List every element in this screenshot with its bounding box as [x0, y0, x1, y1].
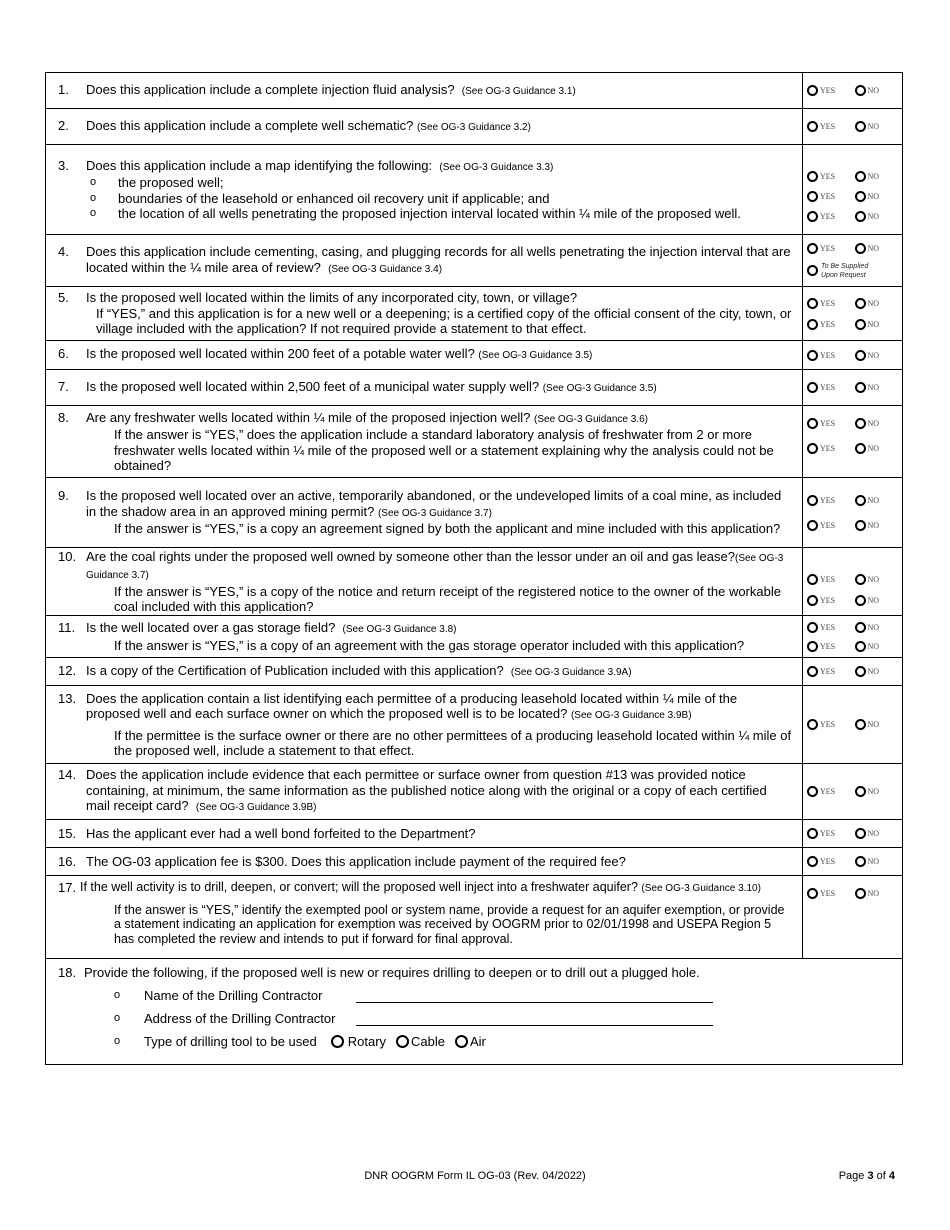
tool-option-rotary[interactable]: Rotary [331, 1034, 386, 1049]
question-row-15 [46, 820, 902, 848]
no-radio[interactable] [855, 418, 866, 429]
question-number: 8. [58, 409, 69, 425]
answer-pair [807, 518, 902, 532]
question-number: 14. [58, 767, 77, 783]
yes-radio[interactable] [807, 382, 818, 393]
question-row-12 [46, 658, 902, 686]
answer-cell [803, 848, 902, 875]
question-text: Is a copy of the Certification of Publication included with this application? [86, 662, 504, 678]
answer-cell [803, 235, 902, 286]
yes-label: YES [820, 212, 836, 221]
guidance-ref: (See OG-3 Guidance 3.7) [377, 507, 492, 519]
cable-radio[interactable] [396, 1035, 409, 1048]
question-cell [46, 287, 803, 340]
answer-pair [807, 886, 902, 900]
yes-label: YES [820, 622, 836, 632]
question-cell [46, 764, 803, 819]
question-number: 1. [58, 81, 69, 97]
no-label: NO [867, 86, 880, 95]
no-radio[interactable] [855, 443, 866, 454]
no-label: NO [867, 829, 880, 838]
answer-cell [803, 764, 902, 819]
guidance-ref: (See OG-3 Guidance 3.6) [534, 413, 648, 425]
no-label: NO [867, 418, 880, 428]
yes-radio[interactable] [807, 574, 818, 585]
question-text: Does this application include a complete injection fluid analysis? [86, 81, 455, 97]
question-cell [46, 109, 803, 144]
no-label: NO [867, 520, 880, 530]
yes-label: YES [820, 86, 836, 95]
answer-pair [807, 718, 902, 732]
contractor-address-field[interactable] [356, 1011, 713, 1026]
answer-pair [807, 855, 902, 869]
yes-radio[interactable] [807, 85, 818, 96]
no-label: NO [867, 888, 880, 898]
yes-radio[interactable] [807, 786, 818, 797]
answer-cell [803, 478, 902, 547]
answer-cell [803, 109, 902, 144]
yes-label: YES [820, 595, 836, 605]
yes-label: YES [820, 787, 836, 796]
answer-cell [803, 73, 902, 108]
guidance-ref: (See OG-3 Guidance 3.7) [86, 552, 784, 581]
yes-radio[interactable] [807, 641, 818, 652]
answer-cell [803, 658, 902, 685]
application-checklist-form [45, 72, 903, 1065]
answer-pair [807, 190, 902, 204]
question-number: 10. [58, 548, 77, 564]
question-number: 3. [58, 157, 69, 173]
yes-label: YES [820, 641, 836, 651]
no-radio[interactable] [855, 828, 866, 839]
question-number: 12. [58, 662, 77, 678]
yes-label: YES [820, 192, 836, 201]
tool-option-air[interactable]: Air [455, 1034, 486, 1049]
follow-up-text: If the permittee is the surface owner or there are no other permittees of a producing leasehold located within ¼ mile of the proposed well, include a statement to that effect. [114, 727, 792, 758]
yes-label: YES [820, 418, 836, 428]
answer-pair [807, 827, 902, 841]
answer-cell [803, 820, 902, 847]
no-radio[interactable] [855, 495, 866, 506]
map-item: o the proposed well; [90, 175, 224, 190]
no-radio[interactable] [855, 574, 866, 585]
yes-radio[interactable] [807, 595, 818, 606]
yes-label: YES [820, 383, 836, 392]
question-text: Does this application include a complete well schematic? [86, 117, 414, 133]
guidance-ref: (See OG-3 Guidance 3.3) [439, 161, 554, 173]
no-label: NO [867, 244, 880, 253]
question-row-16 [46, 848, 902, 876]
question-row-7 [46, 370, 902, 406]
yes-radio[interactable] [807, 191, 818, 202]
yes-radio[interactable] [807, 666, 818, 677]
question-text: Are any freshwater wells located within ¼ mile of the proposed injection well? [86, 409, 531, 425]
question-cell [46, 341, 803, 369]
yes-radio[interactable] [807, 350, 818, 361]
answer-pair [807, 593, 902, 607]
guidance-ref: (See OG-3 Guidance 3.5) [542, 382, 657, 394]
question-number: 11. [58, 620, 76, 635]
question-number: 15. [58, 825, 77, 841]
answer-pair [807, 493, 902, 507]
answer-cell [803, 548, 902, 615]
question-row-14 [46, 764, 902, 820]
yes-radio[interactable] [807, 243, 818, 254]
page-number: Page 3 of 4 [838, 1170, 895, 1182]
yes-radio[interactable] [807, 495, 818, 506]
answer-cell [803, 370, 902, 405]
question-cell [46, 548, 803, 615]
tool-option-cable[interactable]: Cable [396, 1034, 445, 1049]
no-radio[interactable] [855, 786, 866, 797]
question-row-8 [46, 406, 902, 478]
no-label: NO [867, 720, 880, 729]
question-row-2 [46, 109, 902, 145]
no-radio[interactable] [855, 382, 866, 393]
question-text: Are the coal rights under the proposed well owned by someone other than the lessor under an oil and gas lease? [86, 548, 735, 564]
yes-label: YES [820, 857, 836, 866]
follow-up-text: If the answer is “YES,” does the application include a standard laboratory analysis of freshwater from 2 or more freshwater wells located within ¼ mile of the proposed well or a statement explaining why the analysis could not be obtained? [114, 427, 774, 473]
answer-pair [807, 381, 902, 395]
question-text: Does the application include evidence that each permittee or surface owner from question #13 was provided notice containing, at minimum, the same information as the published notice along with the original or a copy of each certified mail receipt card? [86, 767, 767, 814]
question-cell [46, 73, 803, 108]
question-text: Is the proposed well located over an active, temporarily abandoned, or the undeveloped limits of a coal mine, as included in the shadow area in an approved mining permit? [86, 488, 782, 519]
question-text: Is the proposed well located within 2,500 feet of a municipal water supply well? [86, 378, 540, 394]
question-text: If the well activity is to drill, deepen, or convert; will the proposed well inject into a freshwater aquifer? [80, 880, 638, 894]
drilling-section [46, 959, 902, 1064]
answer-pair [807, 348, 902, 362]
question-number: 13. [58, 690, 77, 706]
answer-pair [807, 296, 902, 310]
guidance-ref: (See OG-3 Guidance 3.9B) [195, 802, 317, 814]
answer-cell [803, 616, 902, 657]
answer-pair [807, 84, 902, 98]
question-cell [46, 658, 803, 685]
question-row-9 [46, 478, 902, 548]
yes-radio[interactable] [807, 622, 818, 633]
yes-radio[interactable] [807, 121, 818, 132]
question-row-5 [46, 287, 902, 341]
answer-cell [803, 406, 902, 477]
yes-label: YES [820, 888, 836, 898]
no-label: NO [867, 857, 880, 866]
yes-radio[interactable] [807, 171, 818, 182]
question-number: 18. [58, 965, 77, 980]
guidance-ref: (See OG-3 Guidance 3.8) [342, 624, 457, 635]
question-cell [46, 406, 803, 477]
no-radio[interactable] [855, 121, 866, 132]
follow-up-text: If the answer is “YES,” is a copy an agreement signed by both the applicant and mine included with this application? [114, 521, 781, 537]
no-label: NO [867, 787, 880, 796]
drilling-tool-row: o Type of drilling tool to be used Rotary Cable Air [114, 1034, 486, 1049]
supplied-radio[interactable] [807, 265, 818, 276]
answer-pair [807, 620, 902, 634]
no-label: NO [867, 350, 880, 360]
no-radio[interactable] [855, 85, 866, 96]
question-row-17 [46, 876, 902, 959]
no-label: NO [867, 622, 880, 632]
no-label: NO [867, 383, 880, 392]
question-row-6 [46, 341, 902, 370]
question-cell [46, 616, 803, 657]
air-radio[interactable] [455, 1035, 468, 1048]
yes-label: YES [820, 574, 836, 584]
contractor-address-row: o Address of the Drilling Contractor [58, 1011, 890, 1026]
question-text: Does this application include a map identifying the following: [86, 157, 433, 173]
no-radio[interactable] [855, 888, 866, 899]
question-text: Provide the following, if the proposed well is new or requires drilling to deepen or to drill out a plugged hole. [84, 965, 700, 980]
supplied-label: To Be Supplied Upon Request [821, 262, 869, 279]
question-number: 2. [58, 117, 69, 133]
contractor-name-row: o Name of the Drilling Contractor [58, 988, 890, 1003]
follow-up-text: If “YES,” and this application is for a new well or a deepening; is a certified copy of the official consent of the city, town, or village included with the application? If not required provide a statement to that effect. [96, 305, 792, 337]
question-cell [46, 370, 803, 405]
question-row-13 [46, 686, 902, 764]
guidance-ref: (See OG-3 Guidance 3.4) [328, 263, 443, 275]
yes-label: YES [820, 495, 836, 505]
yes-radio[interactable] [807, 856, 818, 867]
no-radio[interactable] [855, 520, 866, 531]
guidance-ref: (See OG-3 Guidance 3.9B) [570, 710, 692, 721]
map-item: o boundaries of the leasehold or enhanced oil recovery unit if applicable; and [90, 190, 550, 206]
follow-up-text: If the answer is “YES,” is a copy of the notice and return receipt of the registered notice to the owner of the workable coal included with this application? [114, 583, 781, 614]
no-label: NO [867, 298, 880, 308]
yes-label: YES [820, 829, 836, 838]
yes-label: YES [820, 350, 836, 360]
no-label: NO [867, 667, 880, 676]
follow-up-text: If the answer is “YES,” identify the exempted pool or system name, provide a request for an aquifer exemption, or provide a statement indicating an application for exemption was received by OOGRM prior to 02/01/1998 and USEPA Region 5 has completed the review and intends to put if forward for final approval. [114, 902, 785, 946]
question-row-10 [46, 548, 902, 616]
yes-label: YES [820, 520, 836, 530]
no-radio[interactable] [855, 595, 866, 606]
no-radio[interactable] [855, 350, 866, 361]
question-text: Is the proposed well located within the limits of any incorporated city, town, or village? [86, 290, 578, 306]
no-radio[interactable] [855, 298, 866, 309]
question-row-18 [46, 959, 902, 1064]
no-radio[interactable] [855, 171, 866, 182]
answer-pair [807, 120, 902, 134]
question-number: 5. [58, 290, 69, 306]
answer-pair [807, 317, 902, 331]
answer-pair [807, 441, 902, 455]
yes-radio[interactable] [807, 520, 818, 531]
question-text: Is the proposed well located within 200 feet of a potable water well? [86, 346, 475, 362]
answer-pair [807, 639, 902, 653]
question-number: 16. [58, 853, 77, 869]
question-text: Is the well located over a gas storage field? [86, 620, 336, 635]
no-label: NO [867, 595, 880, 605]
answer-pair [807, 665, 902, 679]
question-cell [46, 686, 803, 763]
question-row-11 [46, 616, 902, 658]
contractor-name-field[interactable] [356, 988, 713, 1003]
answer-pair [807, 572, 902, 586]
yes-radio[interactable] [807, 211, 818, 222]
guidance-ref: (See OG-3 Guidance 3.9A) [510, 666, 632, 678]
question-text: Has the applicant ever had a well bond forfeited to the Department? [86, 825, 476, 841]
question-number: 7. [58, 378, 69, 394]
question-row-1 [46, 73, 902, 109]
question-text: Does this application include cementing, casing, and plugging records for all wells penetrating the injection interval that are located within the ¼ mile area of review? [86, 244, 791, 275]
answer-pair [807, 242, 902, 256]
yes-radio[interactable] [807, 719, 818, 730]
supplied-option [807, 262, 902, 280]
no-label: NO [867, 122, 880, 131]
yes-radio[interactable] [807, 828, 818, 839]
question-cell [46, 235, 803, 286]
no-radio[interactable] [855, 641, 866, 652]
answer-cell [803, 686, 902, 763]
question-cell [46, 478, 803, 547]
yes-label: YES [820, 319, 836, 329]
yes-label: YES [820, 443, 836, 453]
question-number: 6. [58, 346, 69, 362]
question-cell [46, 145, 803, 234]
answer-pair [807, 416, 902, 430]
question-number: 9. [58, 488, 69, 504]
yes-label: YES [820, 172, 836, 181]
answer-cell [803, 287, 902, 340]
form-identifier: DNR OOGRM Form IL OG-03 (Rev. 04/2022) [364, 1170, 586, 1182]
no-label: NO [867, 172, 880, 181]
answer-cell [803, 145, 902, 234]
map-item: o the location of all wells penetrating the proposed injection interval located within ¼ mile of the proposed well. [90, 206, 741, 221]
answer-cell [803, 341, 902, 369]
answer-cell [803, 876, 902, 958]
yes-radio[interactable] [807, 298, 818, 309]
no-radio[interactable] [855, 622, 866, 633]
yes-label: YES [820, 667, 836, 676]
no-radio[interactable] [855, 243, 866, 254]
no-label: NO [867, 641, 880, 651]
contractor-name-label: Name of the Drilling Contractor [144, 988, 323, 1003]
guidance-ref: (See OG-3 Guidance 3.2) [416, 121, 531, 133]
question-row-3 [46, 145, 902, 235]
answer-pair [807, 210, 902, 224]
no-radio[interactable] [855, 191, 866, 202]
no-label: NO [867, 574, 880, 584]
guidance-ref: (See OG-3 Guidance 3.1) [461, 85, 576, 97]
no-radio[interactable] [855, 856, 866, 867]
no-radio[interactable] [855, 319, 866, 330]
no-label: NO [867, 443, 880, 453]
no-label: NO [867, 212, 880, 221]
answer-pair [807, 785, 902, 799]
yes-radio[interactable] [807, 319, 818, 330]
guidance-ref: (See OG-3 Guidance 3.10) [641, 883, 761, 894]
yes-radio[interactable] [807, 443, 818, 454]
question-text: The OG-03 application fee is $300. Does this application include payment of the required fee? [86, 853, 626, 869]
contractor-address-label: Address of the Drilling Contractor [144, 1011, 336, 1026]
question-number: 4. [58, 244, 69, 259]
guidance-ref: (See OG-3 Guidance 3.5) [478, 350, 593, 362]
question-cell [46, 876, 803, 958]
yes-label: YES [820, 122, 836, 131]
yes-label: YES [820, 244, 836, 253]
no-radio[interactable] [855, 666, 866, 677]
no-label: NO [867, 495, 880, 505]
yes-radio[interactable] [807, 418, 818, 429]
yes-radio[interactable] [807, 888, 818, 899]
drilling-tool-label: Type of drilling tool to be used [144, 1034, 317, 1049]
question-number: 17. [58, 880, 77, 895]
no-label: NO [867, 319, 880, 329]
yes-label: YES [820, 298, 836, 308]
question-row-4 [46, 235, 902, 287]
question-cell [46, 848, 803, 875]
question-text: Does the application contain a list identifying each permittee of a producing leasehold located within ¼ mile of the proposed well and each surface owner on which the proposed well is to be located? [86, 690, 738, 721]
rotary-radio[interactable] [331, 1035, 344, 1048]
no-radio[interactable] [855, 719, 866, 730]
yes-label: YES [820, 720, 836, 729]
answer-pair [807, 170, 902, 184]
no-radio[interactable] [855, 211, 866, 222]
question-cell [46, 820, 803, 847]
follow-up-text: If the answer is “YES,” is a copy of an agreement with the gas storage operator included with this application? [114, 637, 745, 653]
no-label: NO [867, 192, 880, 201]
